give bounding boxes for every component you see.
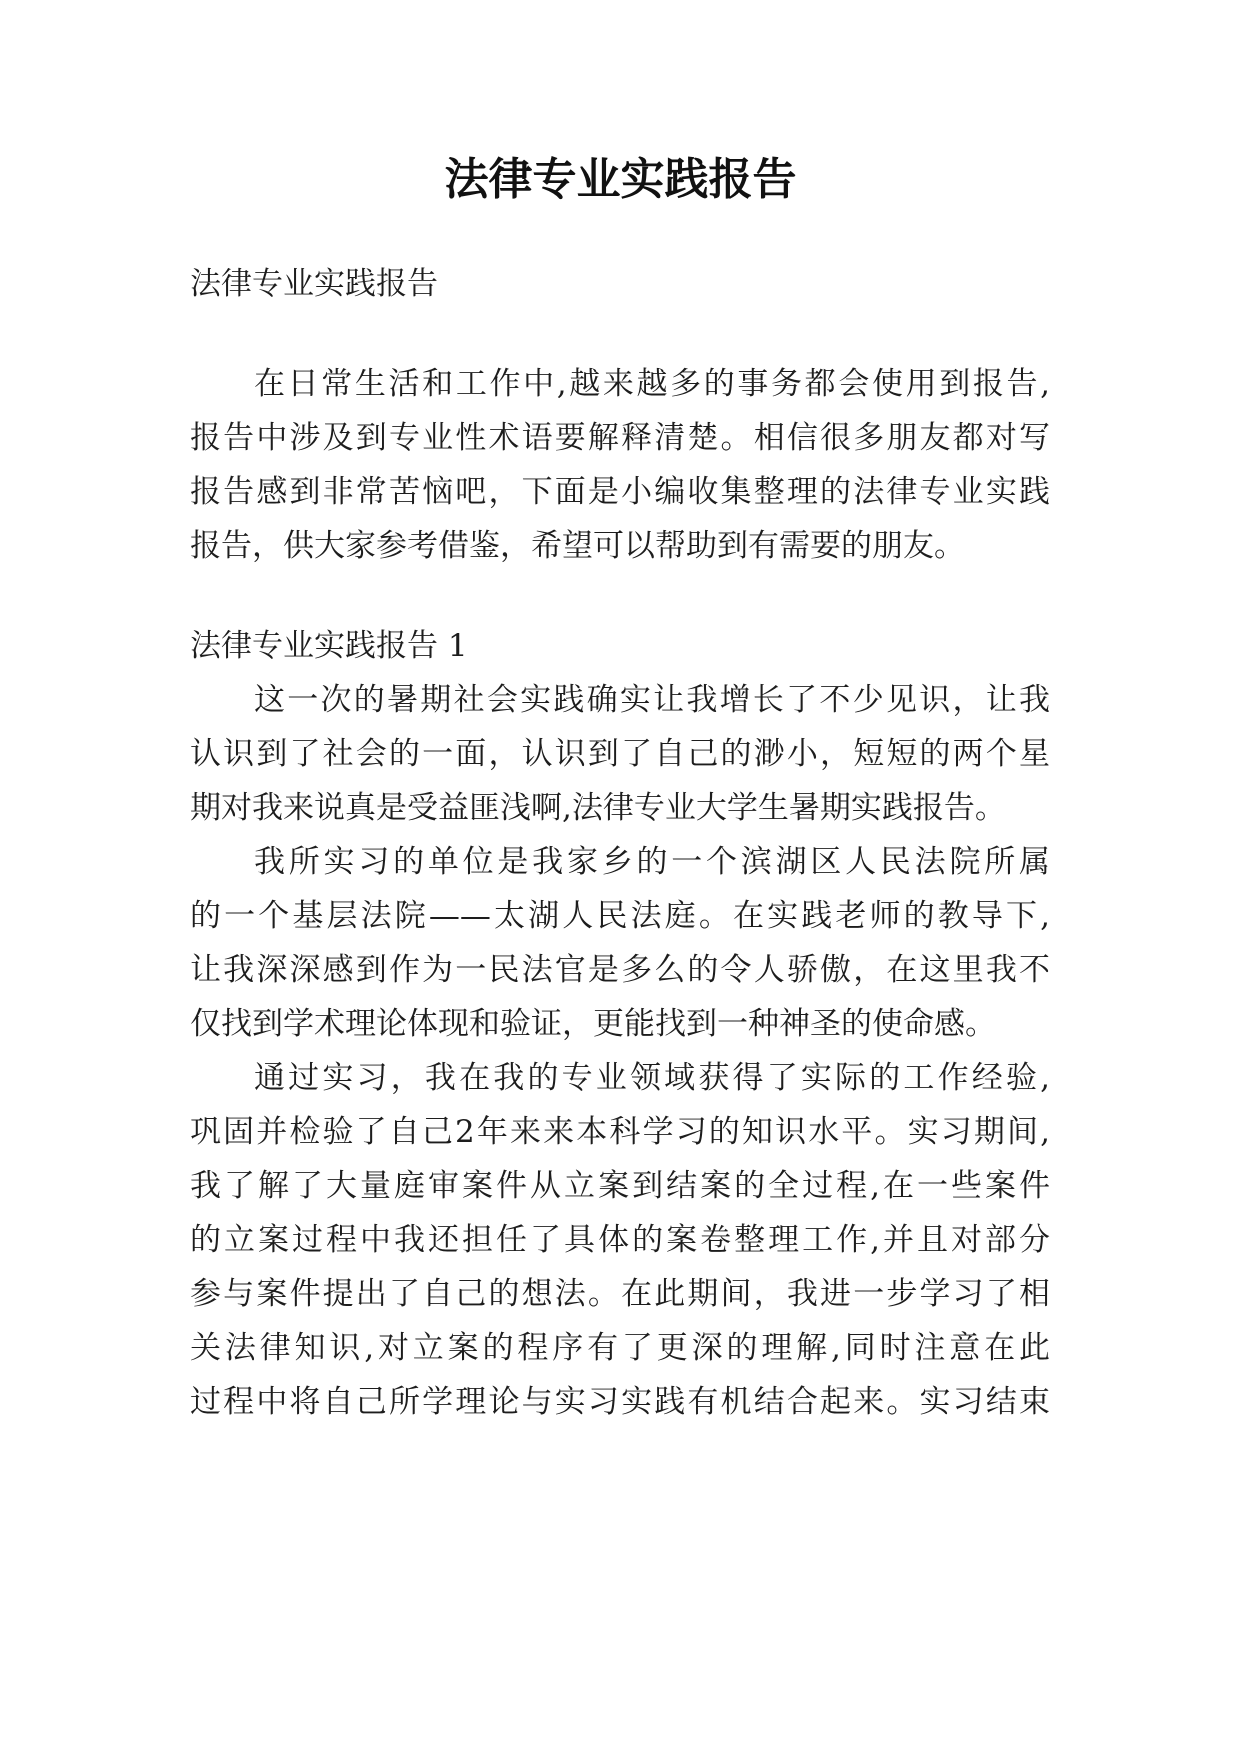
document-title: 法律专业实践报告	[444, 154, 797, 205]
paragraph-line: 的立案过程中我还担任了具体的案卷整理工作,并且对部分	[190, 1222, 1050, 1258]
paragraph-line: 关法律知识,对立案的程序有了更深的理解,同时注意在此	[190, 1330, 1050, 1366]
paragraph-line: 让我深深感到作为一民法官是多么的令人骄傲，在这里我不	[190, 952, 1050, 988]
paragraph-line: 过程中将自己所学理论与实习实践有机结合起来。实习结束	[190, 1384, 1050, 1420]
paragraph-line: 参与案件提出了自己的想法。在此期间，我进一步学习了相	[190, 1276, 1050, 1312]
paragraph-line: 巩固并检验了自己2年来来本科学习的知识水平。实习期间,	[190, 1114, 1050, 1150]
paragraph-line: 仅找到学术理论体现和验证，更能找到一种神圣的使命感。	[190, 1006, 996, 1042]
document-subtitle: 法律专业实践报告	[190, 266, 438, 302]
intro-line: 报告，供大家参考借鉴，希望可以帮助到有需要的朋友。	[190, 528, 965, 564]
section-heading: 法律专业实践报告 1	[190, 628, 468, 664]
intro-line: 在日常生活和工作中,越来越多的事务都会使用到报告,	[254, 366, 1050, 402]
intro-line: 报告中涉及到专业性术语要解释清楚。相信很多朋友都对写	[190, 420, 1050, 456]
paragraph-line: 这一次的暑期社会实践确实让我增长了不少见识，让我	[254, 682, 1050, 718]
paragraph-line: 期对我来说真是受益匪浅啊,法律专业大学生暑期实践报告。	[190, 790, 1006, 826]
paragraph-line: 我所实习的单位是我家乡的一个滨湖区人民法院所属	[254, 844, 1050, 880]
paragraph-line: 通过实习，我在我的专业领域获得了实际的工作经验,	[254, 1060, 1050, 1096]
paragraph-line: 我了解了大量庭审案件从立案到结案的全过程,在一些案件	[190, 1168, 1050, 1204]
intro-line: 报告感到非常苦恼吧，下面是小编收集整理的法律专业实践	[190, 474, 1050, 510]
paragraph-line: 认识到了社会的一面，认识到了自己的渺小，短短的两个星	[190, 736, 1050, 772]
paragraph-line: 的一个基层法院——太湖人民法庭。在实践老师的教导下,	[190, 898, 1050, 934]
